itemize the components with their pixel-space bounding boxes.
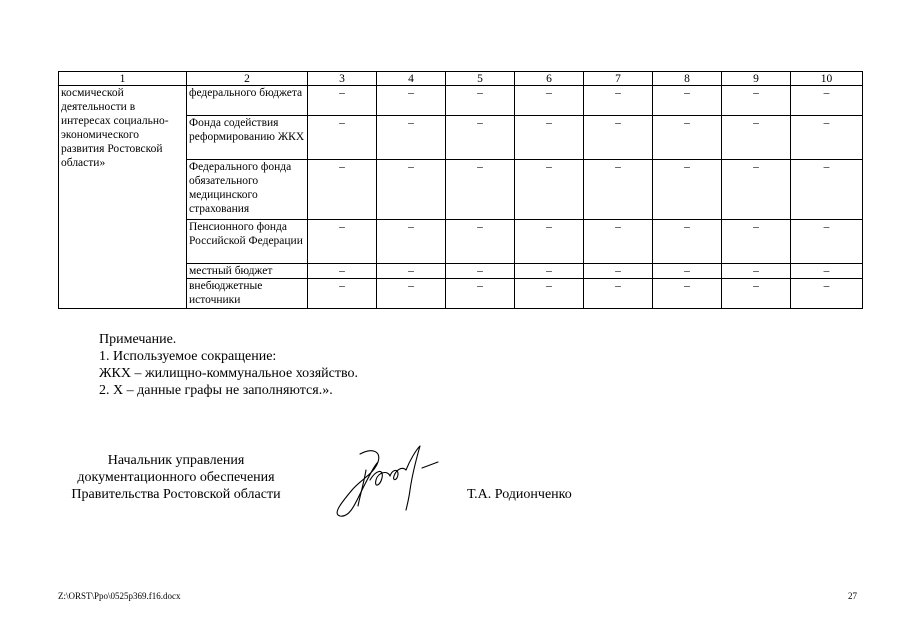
value-cell: – [515,220,584,264]
funding-source-cell: федерального бюджета [187,86,308,116]
value-cell: – [377,279,446,309]
note-line-2: ЖКХ – жилищно-коммунальное хозяйство. [99,366,358,381]
value-cell: – [446,279,515,309]
value-cell: – [446,220,515,264]
value-cell: – [515,86,584,116]
column-header-4: 4 [377,72,446,86]
value-cell: – [584,220,653,264]
value-cell: – [791,86,863,116]
column-header-1: 1 [59,72,187,86]
funding-source-cell: Фонда содействия реформированию ЖКХ [187,116,308,160]
value-cell: – [791,220,863,264]
column-header-7: 7 [584,72,653,86]
value-cell: – [308,86,377,116]
value-cell: – [791,116,863,160]
value-cell: – [377,264,446,279]
value-cell: – [722,86,791,116]
value-cell: – [722,279,791,309]
signatory-name: Т.А. Родионченко [467,487,572,502]
value-cell: – [377,220,446,264]
value-cell: – [584,86,653,116]
value-cell: – [377,86,446,116]
note-block [99,331,358,399]
program-name-cell: космической деятельности в интересах социально-экономического развития Ростовской области» [59,86,187,309]
funding-source-cell: Федерального фонда обязательного медицинского страхования [187,160,308,220]
value-cell: – [515,279,584,309]
footer-file-path: Z:\ORST\Ppo\0525p369.f16.docx [58,591,181,601]
note-line-3: 2. Х – данные графы не заполняются.». [99,383,333,398]
signatory-title-line-1: Начальник управления [107,453,245,468]
value-cell: – [584,116,653,160]
value-cell: – [308,160,377,220]
funding-source-cell: Пенсионного фонда Российской Федерации [187,220,308,264]
handwritten-signature [330,440,445,522]
value-cell: – [791,279,863,309]
value-cell: – [446,160,515,220]
value-cell: – [653,116,722,160]
column-header-5: 5 [446,72,515,86]
page-number: 27 [848,591,857,601]
value-cell: – [446,264,515,279]
value-cell: – [722,160,791,220]
note-line-1: 1. Используемое сокращение: [99,349,277,364]
value-cell: – [446,86,515,116]
table-row [59,86,863,116]
signatory-title-line-2: документационного обеспечения [77,470,275,485]
value-cell: – [722,264,791,279]
column-header-3: 3 [308,72,377,86]
signatory-title-line-3: Правительства Ростовской области [71,487,281,502]
column-header-8: 8 [653,72,722,86]
value-cell: – [308,264,377,279]
note-title: Примечание. [99,332,177,347]
value-cell: – [722,116,791,160]
value-cell: – [515,264,584,279]
value-cell: – [791,160,863,220]
value-cell: – [722,220,791,264]
value-cell: – [377,160,446,220]
value-cell: – [584,264,653,279]
column-header-10: 10 [791,72,863,86]
column-header-9: 9 [722,72,791,86]
value-cell: – [653,86,722,116]
table-header-row [59,72,863,86]
value-cell: – [653,264,722,279]
value-cell: – [653,160,722,220]
value-cell: – [653,220,722,264]
value-cell: – [584,160,653,220]
value-cell: – [584,279,653,309]
value-cell: – [308,116,377,160]
value-cell: – [515,160,584,220]
value-cell: – [308,220,377,264]
value-cell: – [791,264,863,279]
value-cell: – [446,116,515,160]
signatory-title [58,452,294,503]
value-cell: – [515,116,584,160]
value-cell: – [308,279,377,309]
column-header-2: 2 [187,72,308,86]
column-header-6: 6 [515,72,584,86]
value-cell: – [377,116,446,160]
budget-table [58,71,863,309]
funding-source-cell: местный бюджет [187,264,308,279]
funding-source-cell: внебюджетные источники [187,279,308,309]
value-cell: – [653,279,722,309]
table-body [59,86,863,309]
